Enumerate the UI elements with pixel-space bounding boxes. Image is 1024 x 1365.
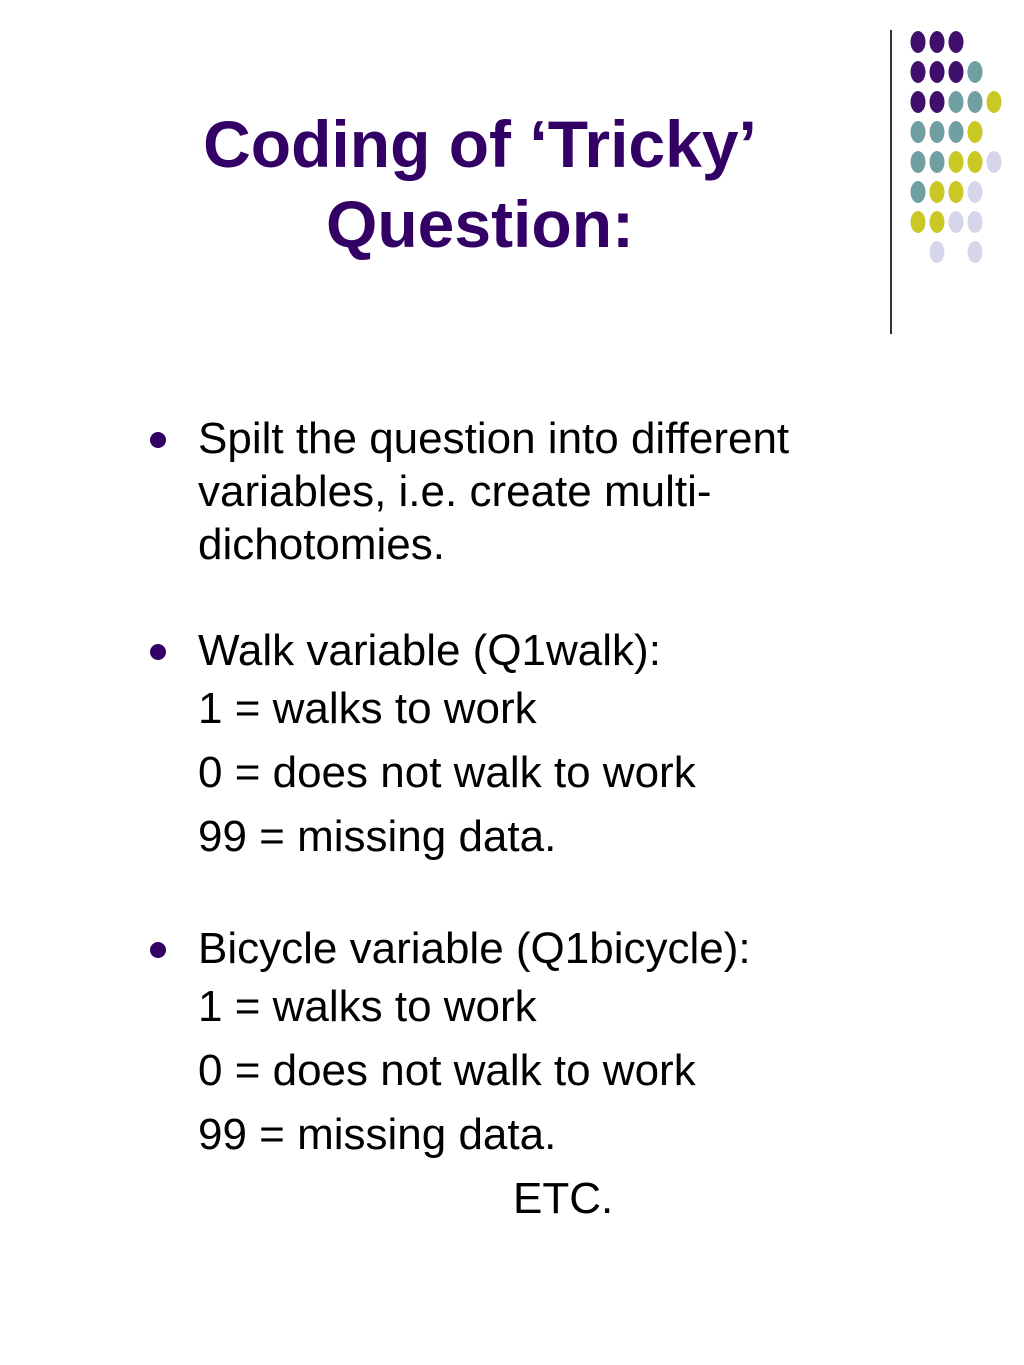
bullet-item-bicycle-variable [150,922,950,975]
decorative-dot [968,61,983,83]
decorative-dot [911,31,926,53]
decorative-dot [930,241,945,263]
decorative-dot [930,151,945,173]
decorative-dot [911,151,926,173]
decorative-dot [949,91,964,113]
decorative-dot [968,181,983,203]
decorative-dot [911,91,926,113]
decorative-dot [968,91,983,113]
bullet-dot-icon [150,942,166,958]
decorative-dot [911,211,926,233]
bullet-item-split-question [150,412,950,571]
title-line-1: Coding of ‘Tricky’ [203,107,757,181]
decorative-dot [930,31,945,53]
decorative-dot [949,61,964,83]
bicycle-code-99: 99 = missing data. [198,1110,557,1159]
bullet-dot-icon [150,644,166,660]
slide-body [150,412,950,1231]
title-line-2: Question: [326,187,634,261]
decorative-dot [968,151,983,173]
decorative-dot [930,181,945,203]
decorative-dot [949,211,964,233]
decorative-dot [968,121,983,143]
bullet-text-line: Walk variable (Q1walk): [198,626,661,675]
decorative-dot [911,181,926,203]
bullet-text-line: variables, i.e. create multi- [198,467,712,516]
bullet-item-walk-variable [150,624,950,677]
decorative-divider-line [890,30,892,334]
slide-title [90,104,870,264]
decorative-dot [930,91,945,113]
decorative-dot [949,181,964,203]
bicycle-code-1: 1 = walks to work [198,982,537,1031]
decorative-dot [949,151,964,173]
bullet-text-line: dichotomies. [198,520,446,569]
decorative-dot [987,151,1002,173]
decorative-dot [930,211,945,233]
bullet-dot-icon [150,432,166,448]
decorative-dot [968,241,983,263]
etc-text: ETC. [513,1174,614,1223]
decorative-dot [968,211,983,233]
decorative-dot [911,61,926,83]
decorative-dot-pattern [880,26,1010,336]
walk-code-0: 0 = does not walk to work [198,748,696,797]
decorative-dot [949,121,964,143]
decorative-dot [987,91,1002,113]
bicycle-code-0: 0 = does not walk to work [198,1046,696,1095]
bullet-text-line: Bicycle variable (Q1bicycle): [198,924,751,973]
decorative-dot [930,61,945,83]
decorative-dot [930,121,945,143]
decorative-dot [911,121,926,143]
walk-code-99: 99 = missing data. [198,812,557,861]
walk-code-1: 1 = walks to work [198,684,537,733]
decorative-dot [949,31,964,53]
bullet-text-line: Spilt the question into different [198,414,790,463]
